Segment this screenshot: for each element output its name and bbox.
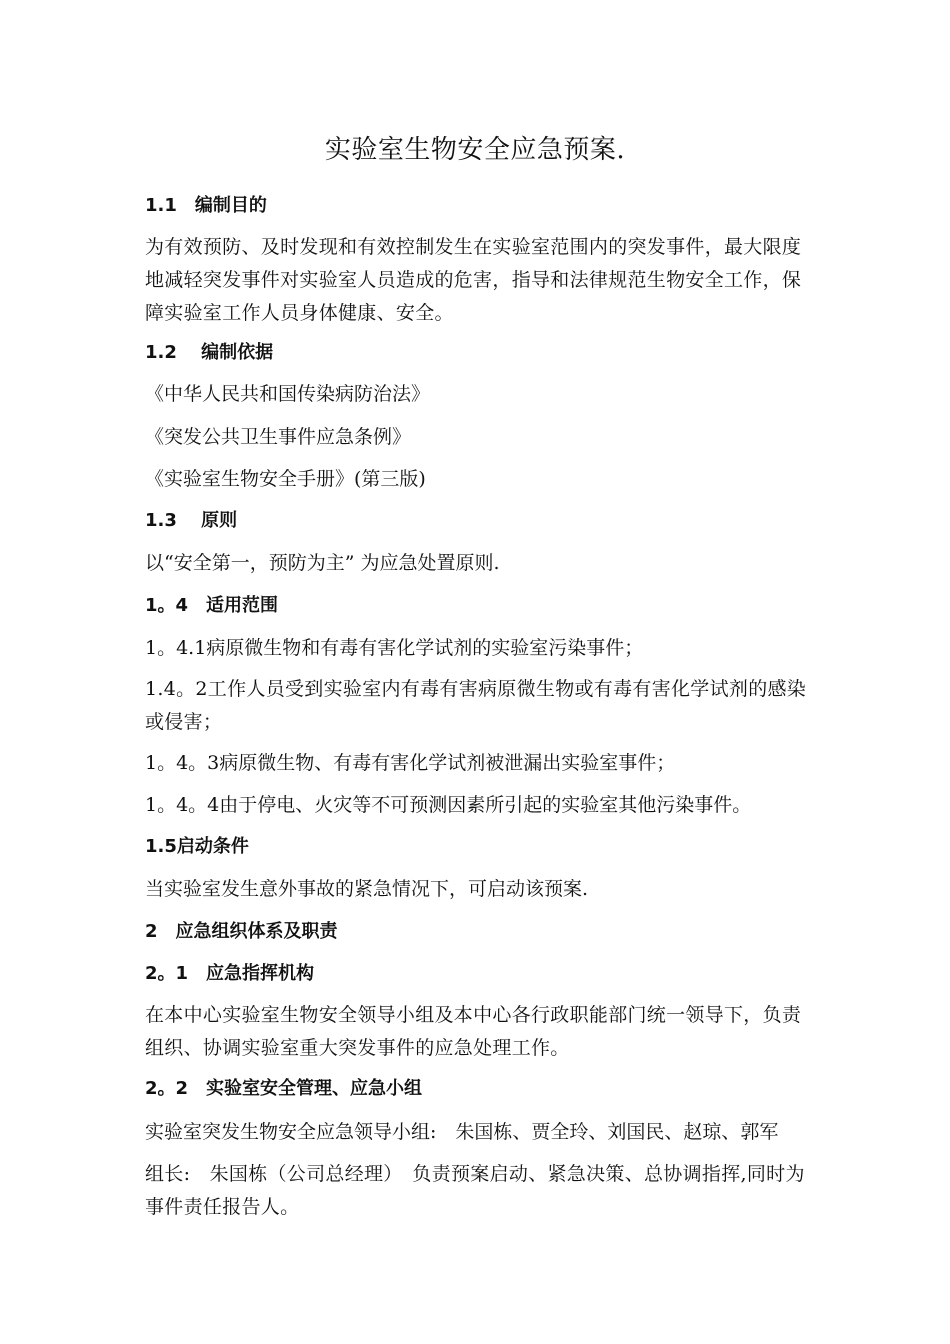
document-title: 实验室生物安全应急预案. <box>324 135 626 165</box>
section-1-5-body: 当实验室发生意外事故的紧急情况下，可启动该预案. <box>145 878 589 900</box>
team-members: 实验室突发生物安全应急领导小组: 朱国栋、贾全玲、刘国民、赵琼、郭军 <box>145 1121 779 1143</box>
section-2-1-body: 在本中心实验室生物安全领导小组及本中心各行政职能部门统一领导下，负责组织、协调实验室重大突发事件的应急处理工作。 <box>145 1004 802 1059</box>
scope-item: 1。4。4由于停电、火灾等不可预测因素所引起的实验室其他污染事件。 <box>145 794 752 816</box>
section-2-2-heading: 2。2 实验室安全管理、应急小组 <box>145 1078 423 1099</box>
basis-item: 《中华人民共和国传染病防治法》 <box>145 383 431 405</box>
section-1-1-heading: 1.1 编制目的 <box>145 195 267 216</box>
section-1-2-heading: 1.2 编制依据 <box>145 342 274 363</box>
scope-item: 1。4.1病原微生物和有毒有害化学试剂的实验室污染事件； <box>145 637 644 659</box>
section-1-1-body: 为有效预防、及时发现和有效控制发生在实验室范围内的突发事件，最大限度地减轻突发事件对实验室人员造成的危害，指导和法律规范生物安全工作，保障实验室工作人员身体健康、安全。 <box>145 236 802 324</box>
section-1-4-heading: 1。4 适用范围 <box>145 595 279 616</box>
section-1-3-heading: 1.3 原则 <box>145 510 238 531</box>
section-1-5-heading: 1.5启动条件 <box>145 836 249 857</box>
section-2-heading: 2 应急组织体系及职责 <box>145 921 338 942</box>
section-2-1-heading: 2。1 应急指挥机构 <box>145 963 315 984</box>
scope-item: 1。4。3病原微生物、有毒有害化学试剂被泄漏出实验室事件； <box>145 752 676 774</box>
scope-item: 1.4。2工作人员受到实验室内有毒有害病原微生物或有毒有害化学试剂的感染或侵害； <box>145 678 807 733</box>
basis-item: 《实验室生物安全手册》(第三版) <box>145 468 426 490</box>
team-leader: 组长: 朱国栋（公司总经理） 负责预案启动、紧急决策、总协调指挥,同时为事件责任报告人。 <box>145 1163 805 1218</box>
basis-item: 《突发公共卫生事件应急条例》 <box>145 426 412 448</box>
section-1-3-body: 以“安全第一，预防为主” 为应急处置原则. <box>145 552 500 574</box>
